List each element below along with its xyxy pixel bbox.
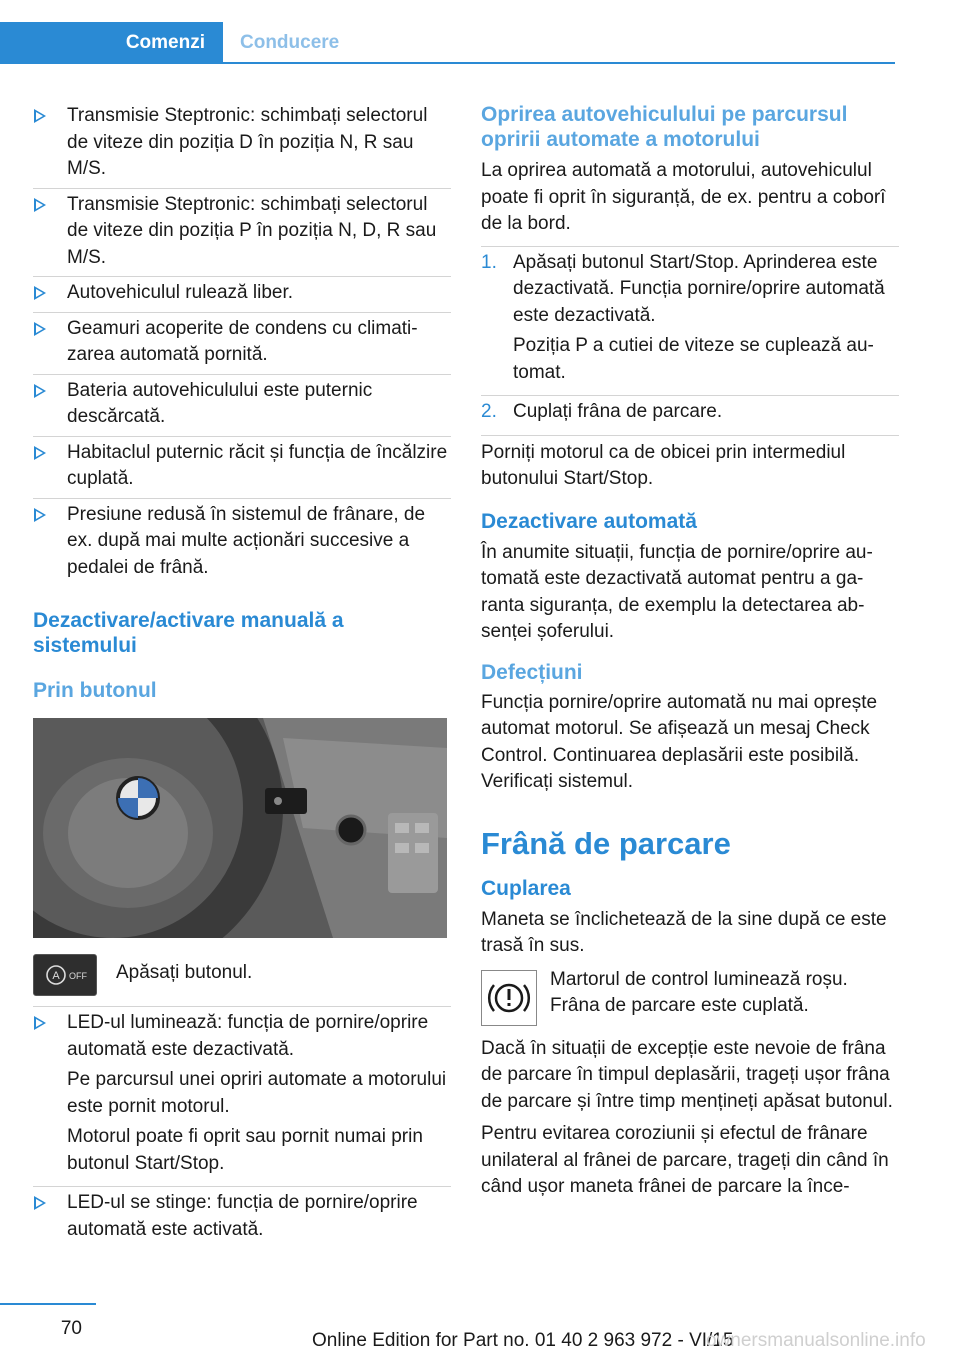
list-item	[33, 277, 451, 313]
list-item	[33, 100, 451, 189]
paragraph-corrosion: Pentru evitarea coroziunii și efectul de frânare unilateral al frânei de parcare, trageți din când în când ușor maneta frânei de parcare la înce-	[481, 1123, 889, 1197]
parking-brake-warning-icon	[481, 970, 537, 1026]
led-list	[33, 1006, 451, 1252]
list-item-text: Geamuri acoperite de condens cu climatizarea automată pornită.	[67, 317, 418, 365]
paragraph-auto: În anumite situații, funcția de pornire/oprire automată este dezactivată automat pentru a garanta siguranța, de exemplu la detectarea absenței șoferului.	[481, 541, 873, 642]
tab-conducere[interactable]: Conducere	[240, 32, 340, 53]
bullet-triangle-icon	[34, 1196, 46, 1210]
steering-wheel-illustration	[33, 718, 447, 938]
heading-by-button: Prin butonul	[33, 679, 157, 702]
list-item	[481, 247, 899, 397]
paragraph-stop: La oprirea automată a motorului, autovehiculul poate fi oprit în siguranță, de ex. pentru a coborî de la bord.	[481, 160, 886, 234]
list-item-text: Presiune redusă în sistemul de frânare, de ex. după mai multe acționări succesive a pedalei de frână.	[67, 503, 426, 578]
conditions-list	[33, 100, 451, 586]
paragraph-exception: Dacă în situații de excepție este nevoie de frâna de parcare în timpul deplasării, trageți ușor frâna de parcare și între timp mențineți apăsat butonul.	[481, 1037, 893, 1112]
list-item	[33, 189, 451, 278]
heading-parking-brake: Frână de parcare	[481, 825, 731, 861]
right-column	[481, 100, 899, 1207]
heading-stop-vehicle: Oprirea autovehiculului pe parcursul opririi automate a motorului	[481, 103, 848, 151]
step-text: Cuplați frâna de parcare.	[513, 401, 723, 422]
list-item-text: Transmisie Steptronic: schimbați selectorul de viteze din poziția D în poziția N, R sau M/S.	[67, 105, 428, 179]
paragraph-defects: Funcția pornire/oprire automată nu mai oprește automat motorul. Se afișează un mesaj Check Control. Continuarea deplasării este posibilă. Verificați sistemul.	[481, 691, 878, 792]
bullet-triangle-icon	[34, 109, 46, 123]
bullet-triangle-icon	[34, 1016, 46, 1030]
list-item-note: Pe parcursul unei opriri automate a motorului este pornit motorul.	[67, 1069, 447, 1117]
list-item-text: Bateria autovehiculului este puternic descărcată.	[67, 379, 373, 427]
step-text: Apăsați butonul Start/Stop. Aprinderea este dezactivată. Funcția pornire/oprire automată este dezactivată.	[513, 251, 885, 326]
list-item-text: Transmisie Steptronic: schimbați selectorul de viteze din poziția P în poziția N, D, R sau M/S.	[67, 193, 437, 268]
page-header	[0, 22, 895, 64]
bullet-triangle-icon	[34, 286, 46, 300]
step-number: 2.	[481, 401, 497, 422]
bullet-triangle-icon	[34, 322, 46, 336]
svg-text:OFF: OFF	[69, 971, 87, 981]
cockpit-photo	[33, 718, 447, 938]
footer-divider	[0, 1303, 96, 1305]
button-caption: Apăsați butonul.	[116, 962, 253, 983]
paragraph-engage: Maneta se înclichetează de la sine după ce este trasă în sus.	[481, 908, 887, 956]
list-item	[33, 499, 451, 587]
paragraph-restart: Porniți motorul ca de obicei prin intermediul butonului Start/Stop.	[481, 435, 899, 493]
auto-start-stop-off-button-icon	[33, 954, 97, 996]
bullet-triangle-icon	[34, 446, 46, 460]
indicator-instruction	[481, 970, 899, 1026]
tab-comenzi[interactable]: Comenzi	[0, 22, 223, 62]
list-item-text: Autovehiculul rulează liber.	[67, 282, 294, 303]
indicator-caption: Martorul de control luminează roșu. Frâna de parcare este cuplată.	[550, 968, 848, 1016]
button-instruction	[33, 954, 451, 996]
watermark: ownersmanualsonline.info	[706, 1330, 926, 1351]
page-number: 70	[60, 1318, 82, 1339]
list-item-text: Habitaclul puternic răcit și funcția de încălzire cuplată.	[67, 441, 448, 489]
list-item	[33, 437, 451, 499]
heading-auto-deactivation: Dezactivare automată	[481, 509, 697, 533]
list-item	[33, 1187, 451, 1252]
bullet-triangle-icon	[34, 198, 46, 212]
steps-list	[481, 246, 899, 435]
heading-defects: Defecțiuni	[481, 660, 583, 684]
svg-text:A: A	[52, 970, 60, 982]
bullet-triangle-icon	[34, 384, 46, 398]
heading-manual-deactivation: Dezactivare/activare manuală a sistemului	[33, 609, 344, 657]
left-column	[33, 100, 451, 1252]
bullet-triangle-icon	[34, 508, 46, 522]
list-item	[481, 396, 899, 435]
list-item	[33, 313, 451, 375]
step-note: Poziția P a cutiei de viteze se cuplează automat.	[513, 335, 874, 383]
list-item-text: LED-ul luminează: funcția de pornire/oprire automată este dezactivată.	[67, 1012, 429, 1060]
list-item-text: LED-ul se stinge: funcția de pornire/oprire automată este activată.	[67, 1192, 418, 1240]
list-item	[33, 1007, 451, 1187]
list-item	[33, 375, 451, 437]
heading-engage: Cuplarea	[481, 876, 571, 900]
edition-note: Online Edition for Part no. 01 40 2 963 972 - VI/15	[312, 1330, 734, 1351]
list-item-note: Motorul poate fi oprit sau pornit numai prin butonul Start/Stop.	[67, 1126, 423, 1174]
step-number: 1.	[481, 251, 497, 273]
